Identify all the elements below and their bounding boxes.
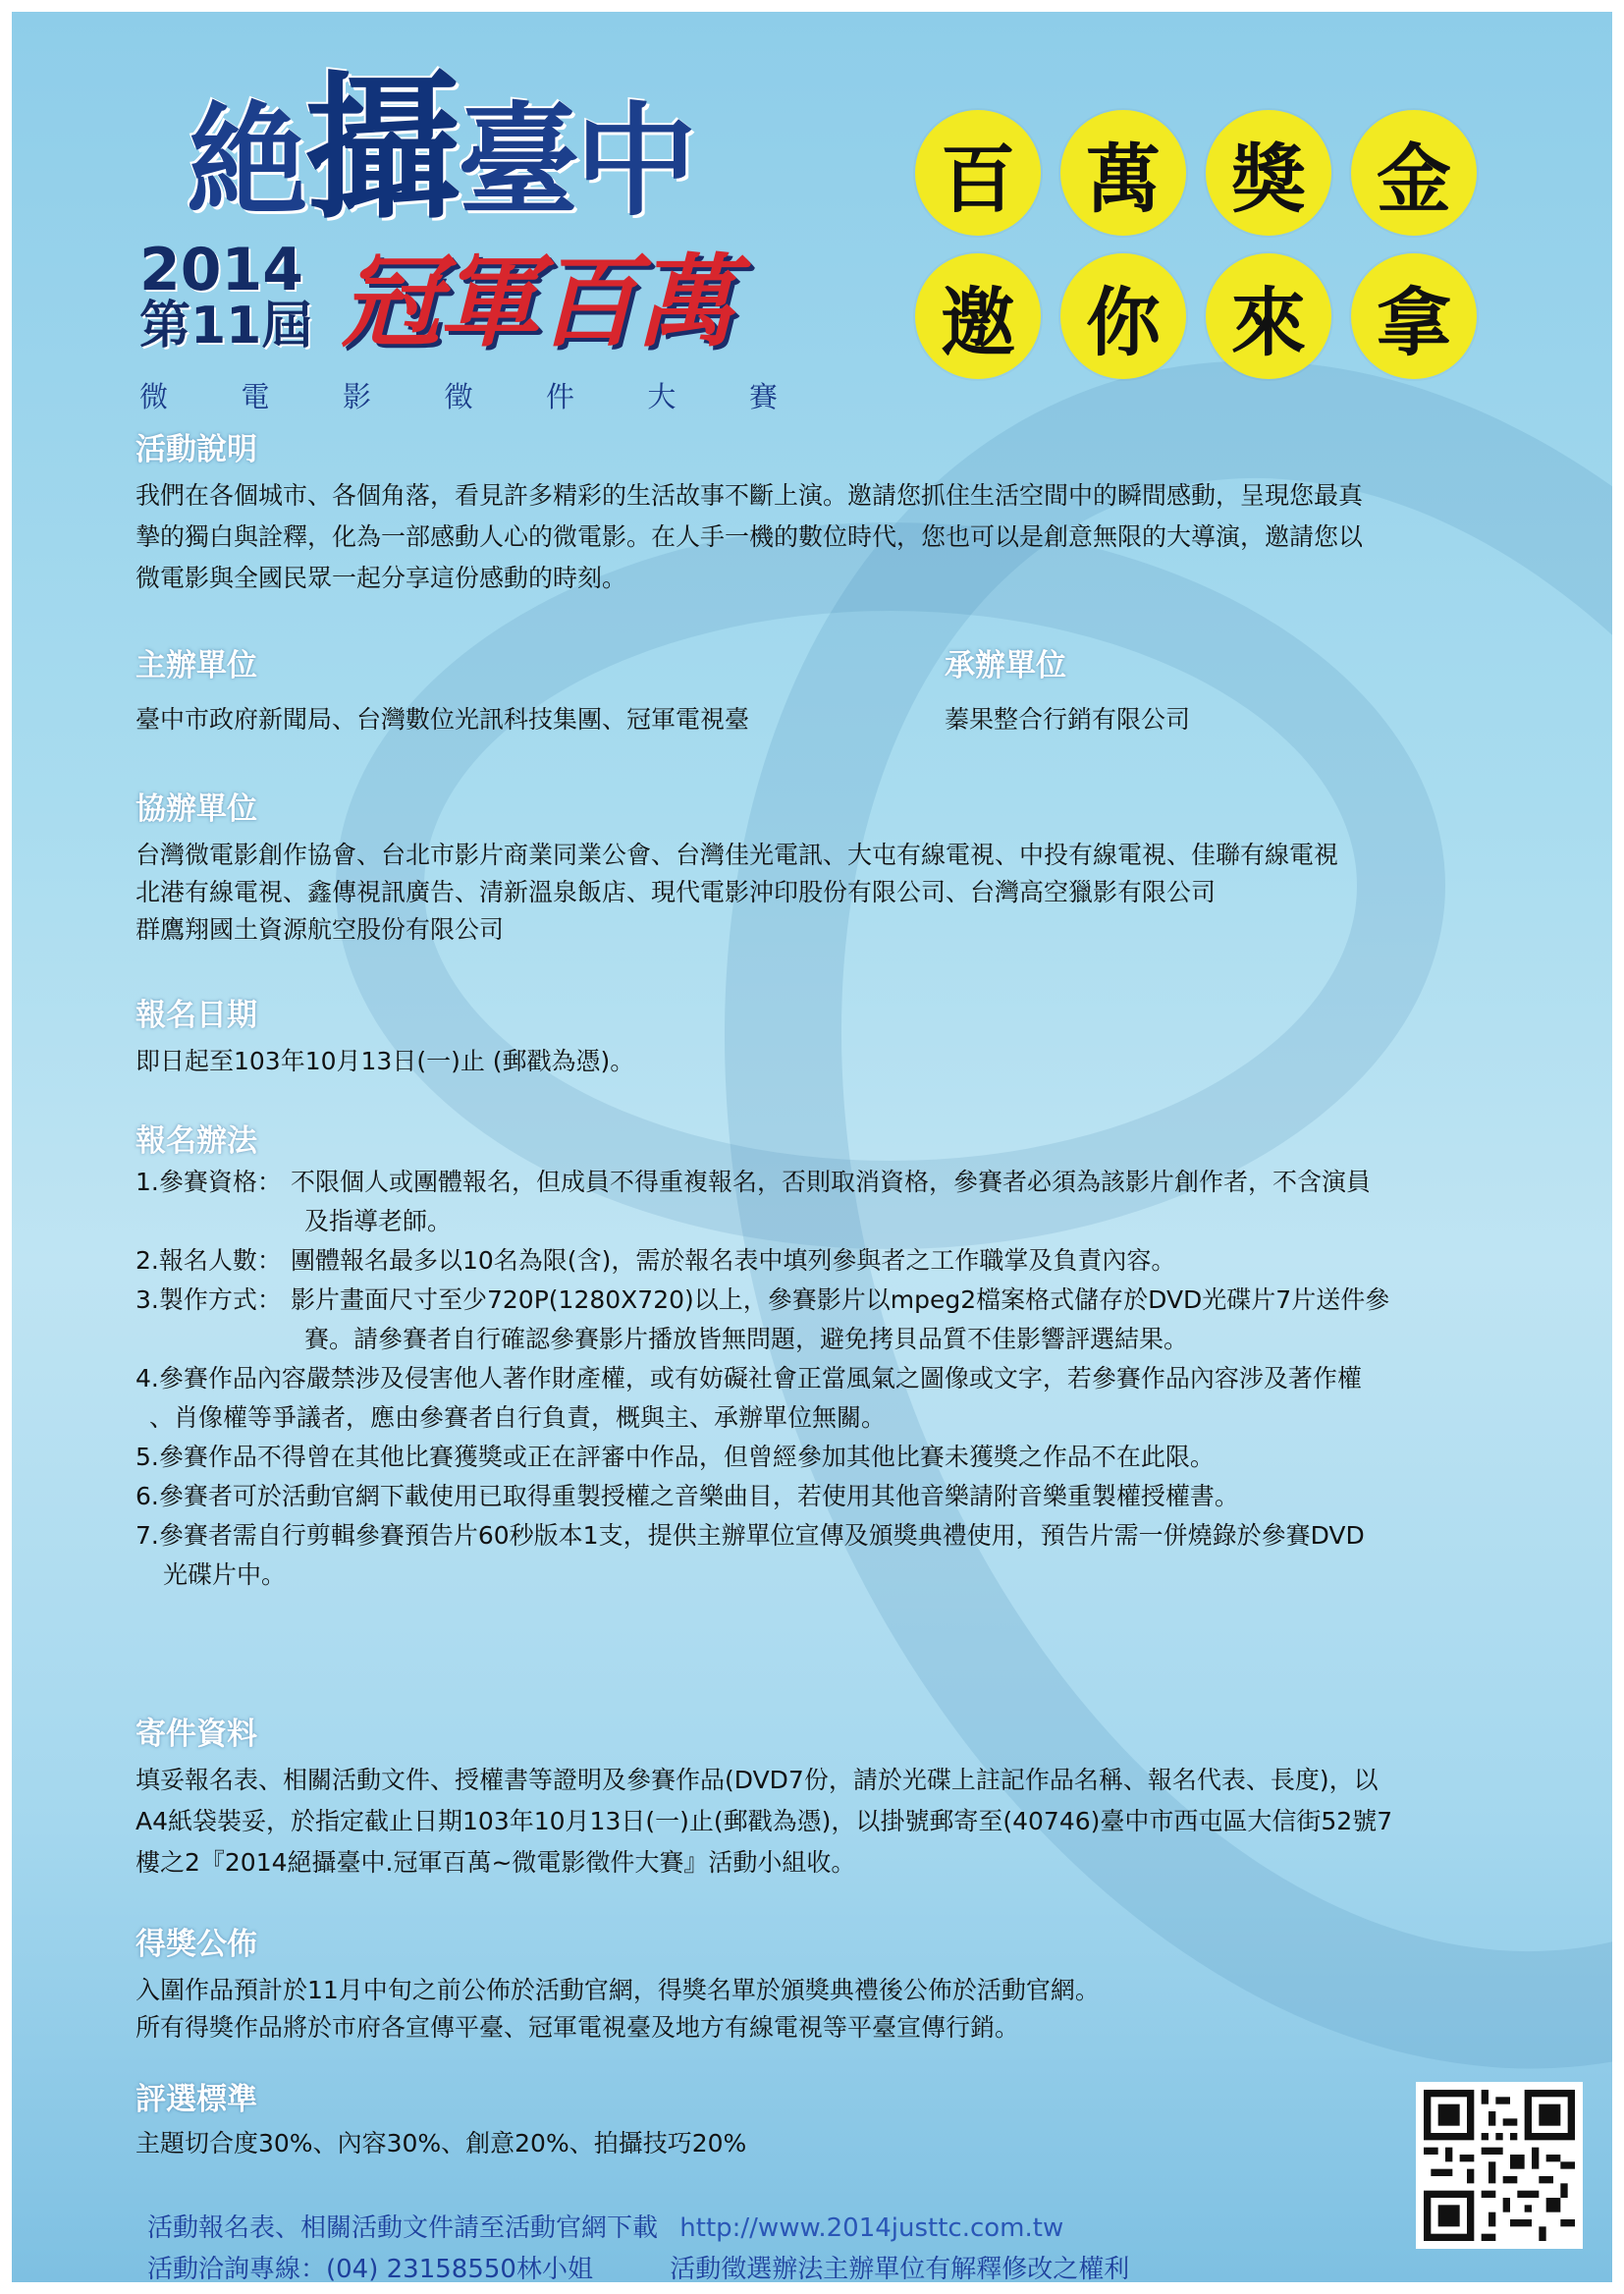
slogan-circle: 萬	[1060, 110, 1186, 236]
slogan-circle: 你	[1060, 253, 1186, 379]
co-organizer-line: 台灣微電影創作協會、台北市影片商業同業公會、台灣佳光電訊、大屯有線電視、中投有線電視、佳聯有線電視	[135, 841, 1339, 869]
intro-title: 活動說明	[135, 432, 257, 467]
slogan-row-2	[915, 253, 1485, 379]
item-text: 7.參賽者需自行剪輯參賽預告片60秒版本1支，提供主辦單位宣傳及頒獎典禮使用，預告片需一併燒錄於參賽DVD	[135, 1521, 1365, 1550]
signup-date-title: 報名日期	[135, 998, 257, 1033]
footer-row-2	[147, 2249, 1129, 2282]
subtitle-char: 件	[545, 380, 574, 413]
mailing-line: 樓之2『2014絕攝臺中.冠軍百萬~微電影徵件大賽』活動小組收。	[135, 1848, 856, 1877]
slogan-circle: 獎	[1206, 110, 1331, 236]
subtitle-char: 徵	[444, 380, 473, 413]
logo-char: 臺中	[458, 91, 694, 233]
list-item	[135, 1438, 1569, 1477]
slogan-circle: 來	[1206, 253, 1331, 379]
subtitle-char: 大	[647, 380, 677, 413]
list-item	[135, 1477, 1569, 1516]
award-line: 所有得獎作品將於市府各宣傳平臺、冠軍電視臺及地方有線電視等平臺宣傳行銷。	[135, 2013, 1020, 2042]
item-text: 團體報名最多以10名為限(含)，需於報名表中填列參與者之工作職掌及負責內容。	[291, 1246, 1176, 1275]
subtitle-char: 賽	[748, 380, 778, 413]
list-item	[135, 1241, 1569, 1281]
list-item	[135, 1163, 1569, 1241]
item-label: 1.參賽資格：	[135, 1168, 282, 1196]
logo-edition: 第11屆	[139, 297, 313, 355]
item-text: 影片畫面尺寸至少720P(1280X720)以上，參賽影片以mpeg2檔案格式儲存於DVD光碟片7片送件參	[291, 1285, 1390, 1314]
organizer-text: 臺中市政府新聞局、台灣數位光訊科技集團、冠軍電視臺	[135, 705, 750, 734]
item-label: 3.製作方式：	[135, 1285, 282, 1314]
poster	[12, 12, 1612, 2282]
intro-line: 摯的獨白與詮釋，化為一部感動人心的微電影。在人手一機的數位時代，您也可以是創意無限的大導演，邀請您以	[135, 522, 1364, 551]
logo-year: 2014	[139, 236, 303, 304]
logo-subtitle	[139, 375, 778, 415]
co-organizer-line: 北港有線電視、鑫傳視訊廣告、清新溫泉飯店、現代電影沖印股份有限公司、台灣高空獵影有限公司	[135, 878, 1217, 906]
slogan-circle: 邀	[915, 253, 1041, 379]
mailing-line: A4紙袋裝妥，於指定截止日期103年10月13日(一)止(郵戳為憑)，以掛號郵寄至(40746)臺中市西屯區大信街52號7	[135, 1807, 1393, 1835]
slogan-row-1	[915, 110, 1485, 236]
award-line: 入圍作品預計於11月中旬之前公佈於活動官網，得獎名單於頒獎典禮後公佈於活動官網。	[135, 1976, 1100, 2004]
co-organizer-text	[135, 837, 1338, 949]
subtitle-char: 電	[241, 380, 270, 413]
list-item	[135, 1516, 1569, 1595]
item-text: 光碟片中。	[163, 1560, 287, 1589]
mailing-title: 寄件資料	[135, 1717, 257, 1752]
mailing-line: 填妥報名表、相關活動文件、授權書等證明及參賽作品(DVD7份，請於光碟上註記作品名稱、報名代表、長度)，以	[135, 1766, 1379, 1794]
footer	[147, 2208, 1129, 2282]
intro-line: 我們在各個城市、各個角落，看見許多精彩的生活故事不斷上演。邀請您抓住生活空間中的瞬間感動，呈現您最真	[135, 481, 1364, 510]
signup-method-title: 報名辦法	[135, 1123, 257, 1159]
mailing-text	[135, 1760, 1554, 1884]
item-label: 2.報名人數：	[135, 1246, 282, 1275]
qr-code-icon	[1424, 2090, 1575, 2241]
logo-champion: 冠軍百萬	[341, 245, 733, 361]
item-text: 5.參賽作品不得曾在其他比賽獲獎或正在評審中作品，但曾經參加其他比賽未獲獎之作品不在此限。	[135, 1443, 1215, 1471]
item-text: 不限個人或團體報名，但成員不得重複報名，否則取消資格，參賽者必須為該影片創作者，不含演員	[291, 1168, 1372, 1196]
item-text: 及指導老師。	[304, 1207, 453, 1235]
executor-text: 蓁果整合行銷有限公司	[945, 705, 1191, 734]
hotline: 活動洽詢專線：(04) 23158550林小姐	[147, 2255, 593, 2282]
download-note: 活動報名表、相關活動文件請至活動官網下載	[147, 2213, 659, 2243]
list-item	[135, 1281, 1569, 1359]
intro-line: 微電影與全國民眾一起分享這份感動的時刻。	[135, 564, 627, 592]
logo-char: 攝	[304, 57, 459, 241]
criteria-title: 評選標準	[135, 2082, 257, 2117]
item-text: 4.參賽作品內容嚴禁涉及侵害他人著作財產權，或有妨礙社會正當風氣之圖像或文字，若參賽作品內容涉及著作權	[135, 1364, 1362, 1393]
item-text: 、肖像權等爭議者，應由參賽者自行負責，概與主、承辦單位無關。	[149, 1403, 887, 1432]
slogan-circles	[915, 110, 1485, 397]
item-text: 6.參賽者可於活動官網下載使用已取得重製授權之音樂曲目，若使用其他音樂請附音樂重製權授權書。	[135, 1482, 1239, 1510]
logo-title	[187, 57, 694, 241]
intro-text	[135, 475, 1554, 599]
footer-row-1	[147, 2208, 1129, 2249]
slogan-circle: 拿	[1351, 253, 1477, 379]
subtitle-char: 微	[139, 380, 169, 413]
item-text: 賽。請參賽者自行確認參賽影片播放皆無問題，避免拷貝品質不佳影響評選結果。	[304, 1325, 1189, 1353]
organizer-title: 主辦單位	[135, 648, 257, 683]
criteria-text: 主題切合度30%、內容30%、創意20%、拍攝技巧20%	[135, 2129, 747, 2157]
co-organizer-title: 協辦單位	[135, 792, 257, 827]
website-link[interactable]: http://www.2014justtc.com.tw	[679, 2213, 1064, 2243]
signup-method-list	[135, 1163, 1569, 1595]
list-item	[135, 1359, 1569, 1438]
slogan-circle: 百	[915, 110, 1041, 236]
logo-char: 絶	[187, 91, 305, 233]
award-text	[135, 1972, 1100, 2047]
subtitle-char: 影	[342, 380, 371, 413]
slogan-circle: 金	[1351, 110, 1477, 236]
qr-code	[1416, 2082, 1583, 2249]
co-organizer-line: 群鷹翔國土資源航空股份有限公司	[135, 915, 505, 944]
executor-title: 承辦單位	[945, 648, 1066, 683]
award-title: 得獎公佈	[135, 1927, 257, 1962]
signup-date-text: 即日起至103年10月13日(一)止 (郵戳為憑)。	[135, 1047, 635, 1075]
rights-note: 活動徵選辦法主辦單位有解釋修改之權利	[670, 2255, 1130, 2282]
